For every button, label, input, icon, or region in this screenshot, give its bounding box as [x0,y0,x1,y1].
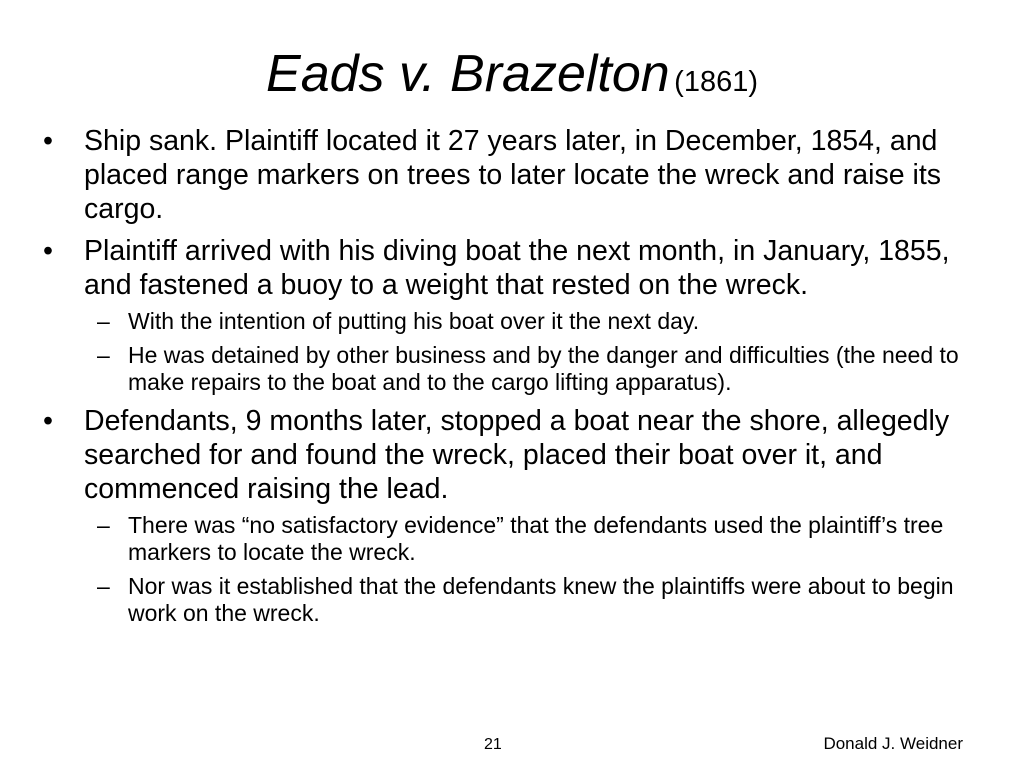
sub-bullet-list [84,512,980,627]
bullet-item [40,124,980,226]
bullet-marker: • [43,235,53,267]
bullet-text: Plaintiff arrived with his diving boat the next month, in January, 1855, and fastened a buoy to a weight that rested on the wreck. [84,235,950,301]
sub-bullet-marker: – [97,342,110,368]
sub-bullet-marker: – [97,512,110,538]
sub-bullet-list [84,308,980,396]
sub-bullet-item [84,512,980,566]
author-footer: Donald J. Weidner [823,734,963,753]
sub-bullet-text: There was “no satisfactory evidence” that the defendants used the plaintiff’s tree markers to locate the wreck. [128,512,944,565]
sub-bullet-item [84,573,980,627]
title-year: (1861) [674,66,758,98]
title-text: Eads v. Brazelton [266,45,670,103]
bullet-text: Ship sank. Plaintiff located it 27 years later, in December, 1854, and placed range markers on trees to later locate the wreck and raise its cargo. [84,125,942,225]
sub-bullet-marker: – [97,308,110,334]
bullet-item [40,234,980,396]
bullet-marker: • [43,125,53,157]
sub-bullet-item [84,308,980,335]
bullet-item [40,404,980,627]
sub-bullet-item [84,342,980,396]
sub-bullet-text: Nor was it established that the defendants knew the plaintiffs were about to begin work on the wreck. [128,573,954,626]
bullet-list [40,124,980,635]
sub-bullet-text: With the intention of putting his boat over it the next day. [128,308,700,334]
sub-bullet-text: He was detained by other business and by the danger and difficulties (the need to make repairs to the boat and to the cargo lifting apparatus). [128,342,959,395]
bullet-text: Defendants, 9 months later, stopped a boat near the shore, allegedly searched for and found the wreck, placed their boat over it, and commenced raising the lead. [84,405,950,505]
bullet-marker: • [43,405,53,437]
slide-title [0,42,1024,119]
page-number: 21 [484,736,502,753]
sub-bullet-marker: – [97,573,110,599]
